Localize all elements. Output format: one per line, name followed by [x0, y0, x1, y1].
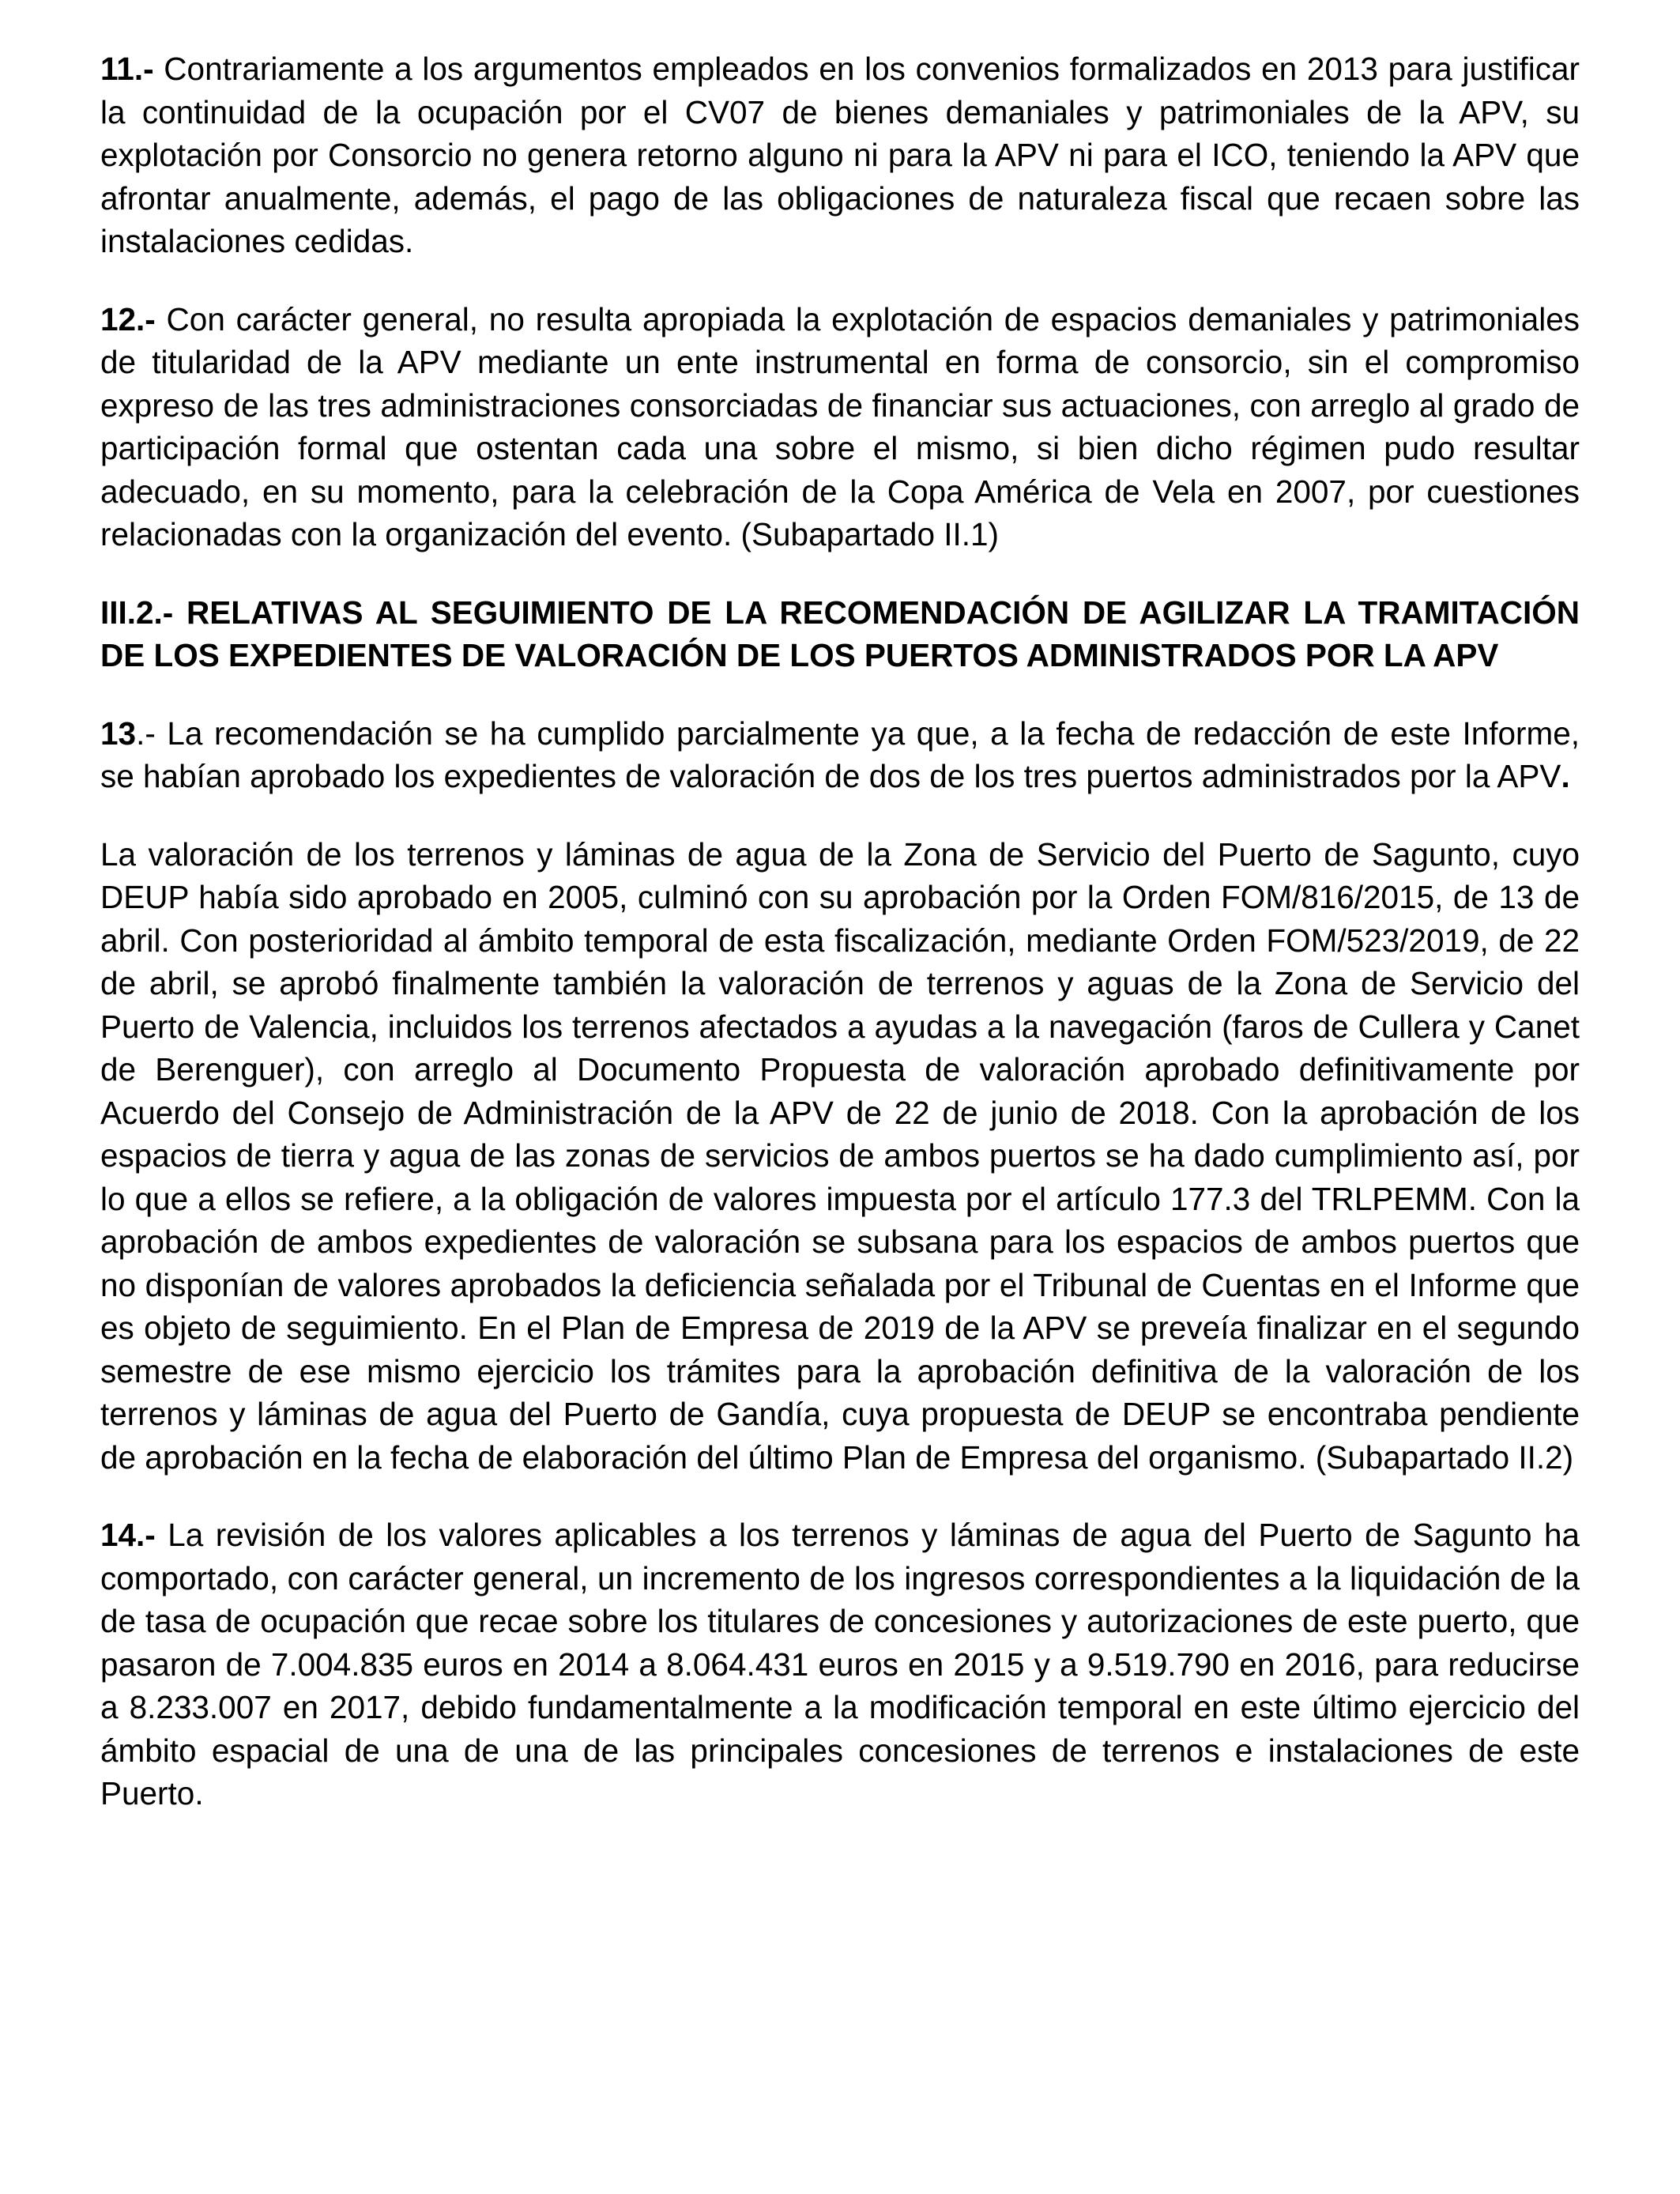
paragraph-11-number: 11.-	[100, 51, 154, 87]
paragraph-13-end: .	[1561, 758, 1570, 794]
paragraph-13-number: 13	[100, 714, 137, 752]
section-heading-iii-2: III.2.- RELATIVAS AL SEGUIMIENTO DE LA RECOMENDACIÓN DE AGILIZAR LA TRAMITACIÓN DE LOS EXPEDIENTES DE VALORACIÓN DE LOS PUERTOS ADMINISTRADOS POR LA APV	[100, 594, 1580, 673]
paragraph-14	[100, 1514, 1580, 1815]
paragraph-12	[100, 298, 1580, 556]
paragraph-12-text: Con carácter general, no resulta apropiada la explotación de espacios demaniales y patrimoniales de titularidad de la APV mediante un ente instrumental en forma de consorcio, sin el compromiso expreso de las tres administraciones consorciadas de financiar sus actuaciones, con arreglo al grado de participación formal que ostentan cada una sobre el mismo, si bien dicho régimen pudo resultar adecuado, en su momento, para la celebración de la Copa América de Vela en 2007, por cuestiones relacionadas con la organización del evento. (Subapartado II.1)	[100, 300, 1580, 552]
paragraph-13	[100, 712, 1580, 798]
paragraph-11	[100, 47, 1580, 263]
paragraph-13-text: .- La recomendación se ha cumplido parcialmente ya que, a la fecha de redacción de este Informe, se habían aprobado los expedientes de valoración de dos de los tres puertos administrados por la APV	[100, 714, 1580, 794]
paragraph-14-number: 14.-	[100, 1517, 156, 1553]
paragraph-11-text: Contrariamente a los argumentos empleados en los convenios formalizados en 2013 para justificar la continuidad de la ocupación por el CV07 de bienes demaniales y patrimoniales de la APV, su explotación por Consorcio no genera retorno alguno ni para la APV ni para el ICO, teniendo la APV que afrontar anualmente, además, el pago de las obligaciones de naturaleza fiscal que recaen sobre las instalaciones cedidas.	[100, 51, 1580, 259]
paragraph-14-text: La revisión de los valores aplicables a los terrenos y láminas de agua del Puerto de Sagunto ha comportado, con carácter general, un incremento de los ingresos correspondientes a la liquidación de la de tasa de ocupación que recae sobre los titulares de concesiones y autorizaciones de este puerto, que pasaron de 7.004.835 euros en 2014 a 8.064.431 euros en 2015 y a 9.519.790 en 2016, para reducirse a 8.233.007 en 2017, debido fundamentalmente a la modificación temporal en este último ejercicio del ámbito espacial de una de una de las principales concesiones de terrenos e instalaciones de este Puerto.	[100, 1517, 1580, 1811]
paragraph-12-number: 12.-	[100, 300, 156, 337]
document-page	[100, 47, 1580, 1850]
paragraph-13-continued: La valoración de los terrenos y láminas de agua de la Zona de Servicio del Puerto de Sagunto, cuyo DEUP había sido aprobado en 2005, culminó con su aprobación por la Orden FOM/816/2015, de 13 de abril. Con posterioridad al ámbito temporal de esta fiscalización, mediante Orden FOM/523/2019, de 22 de abril, se aprobó finalmente también la valoración de terrenos y aguas de la Zona de Servicio del Puerto de Valencia, incluidos los terrenos afectados a ayudas a la navegación (faros de Cullera y Canet de Berenguer), con arreglo al Documento Propuesta de valoración aprobado definitivamente por Acuerdo del Consejo de Administración de la APV de 22 de junio de 2018. Con la aprobación de los espacios de tierra y agua de las zonas de servicios de ambos puertos se ha dado cumplimiento así, por lo que a ellos se refiere, a la obligación de valores impuesta por el artículo 177.3 del TRLPEMM. Con la aprobación de ambos expedientes de valoración se subsana para los espacios de ambos puertos que no disponían de valores aprobados la deficiencia señalada por el Tribunal de Cuentas en el Informe que es objeto de seguimiento. En el Plan de Empresa de 2019 de la APV se preveía finalizar en el segundo semestre de ese mismo ejercicio los trámites para la aprobación definitiva de la valoración de los terrenos y láminas de agua del Puerto de Gandía, cuya propuesta de DEUP se encontraba pendiente de aprobación en la fecha de elaboración del último Plan de Empresa del organismo. (Subapartado II.2)	[100, 835, 1580, 1476]
